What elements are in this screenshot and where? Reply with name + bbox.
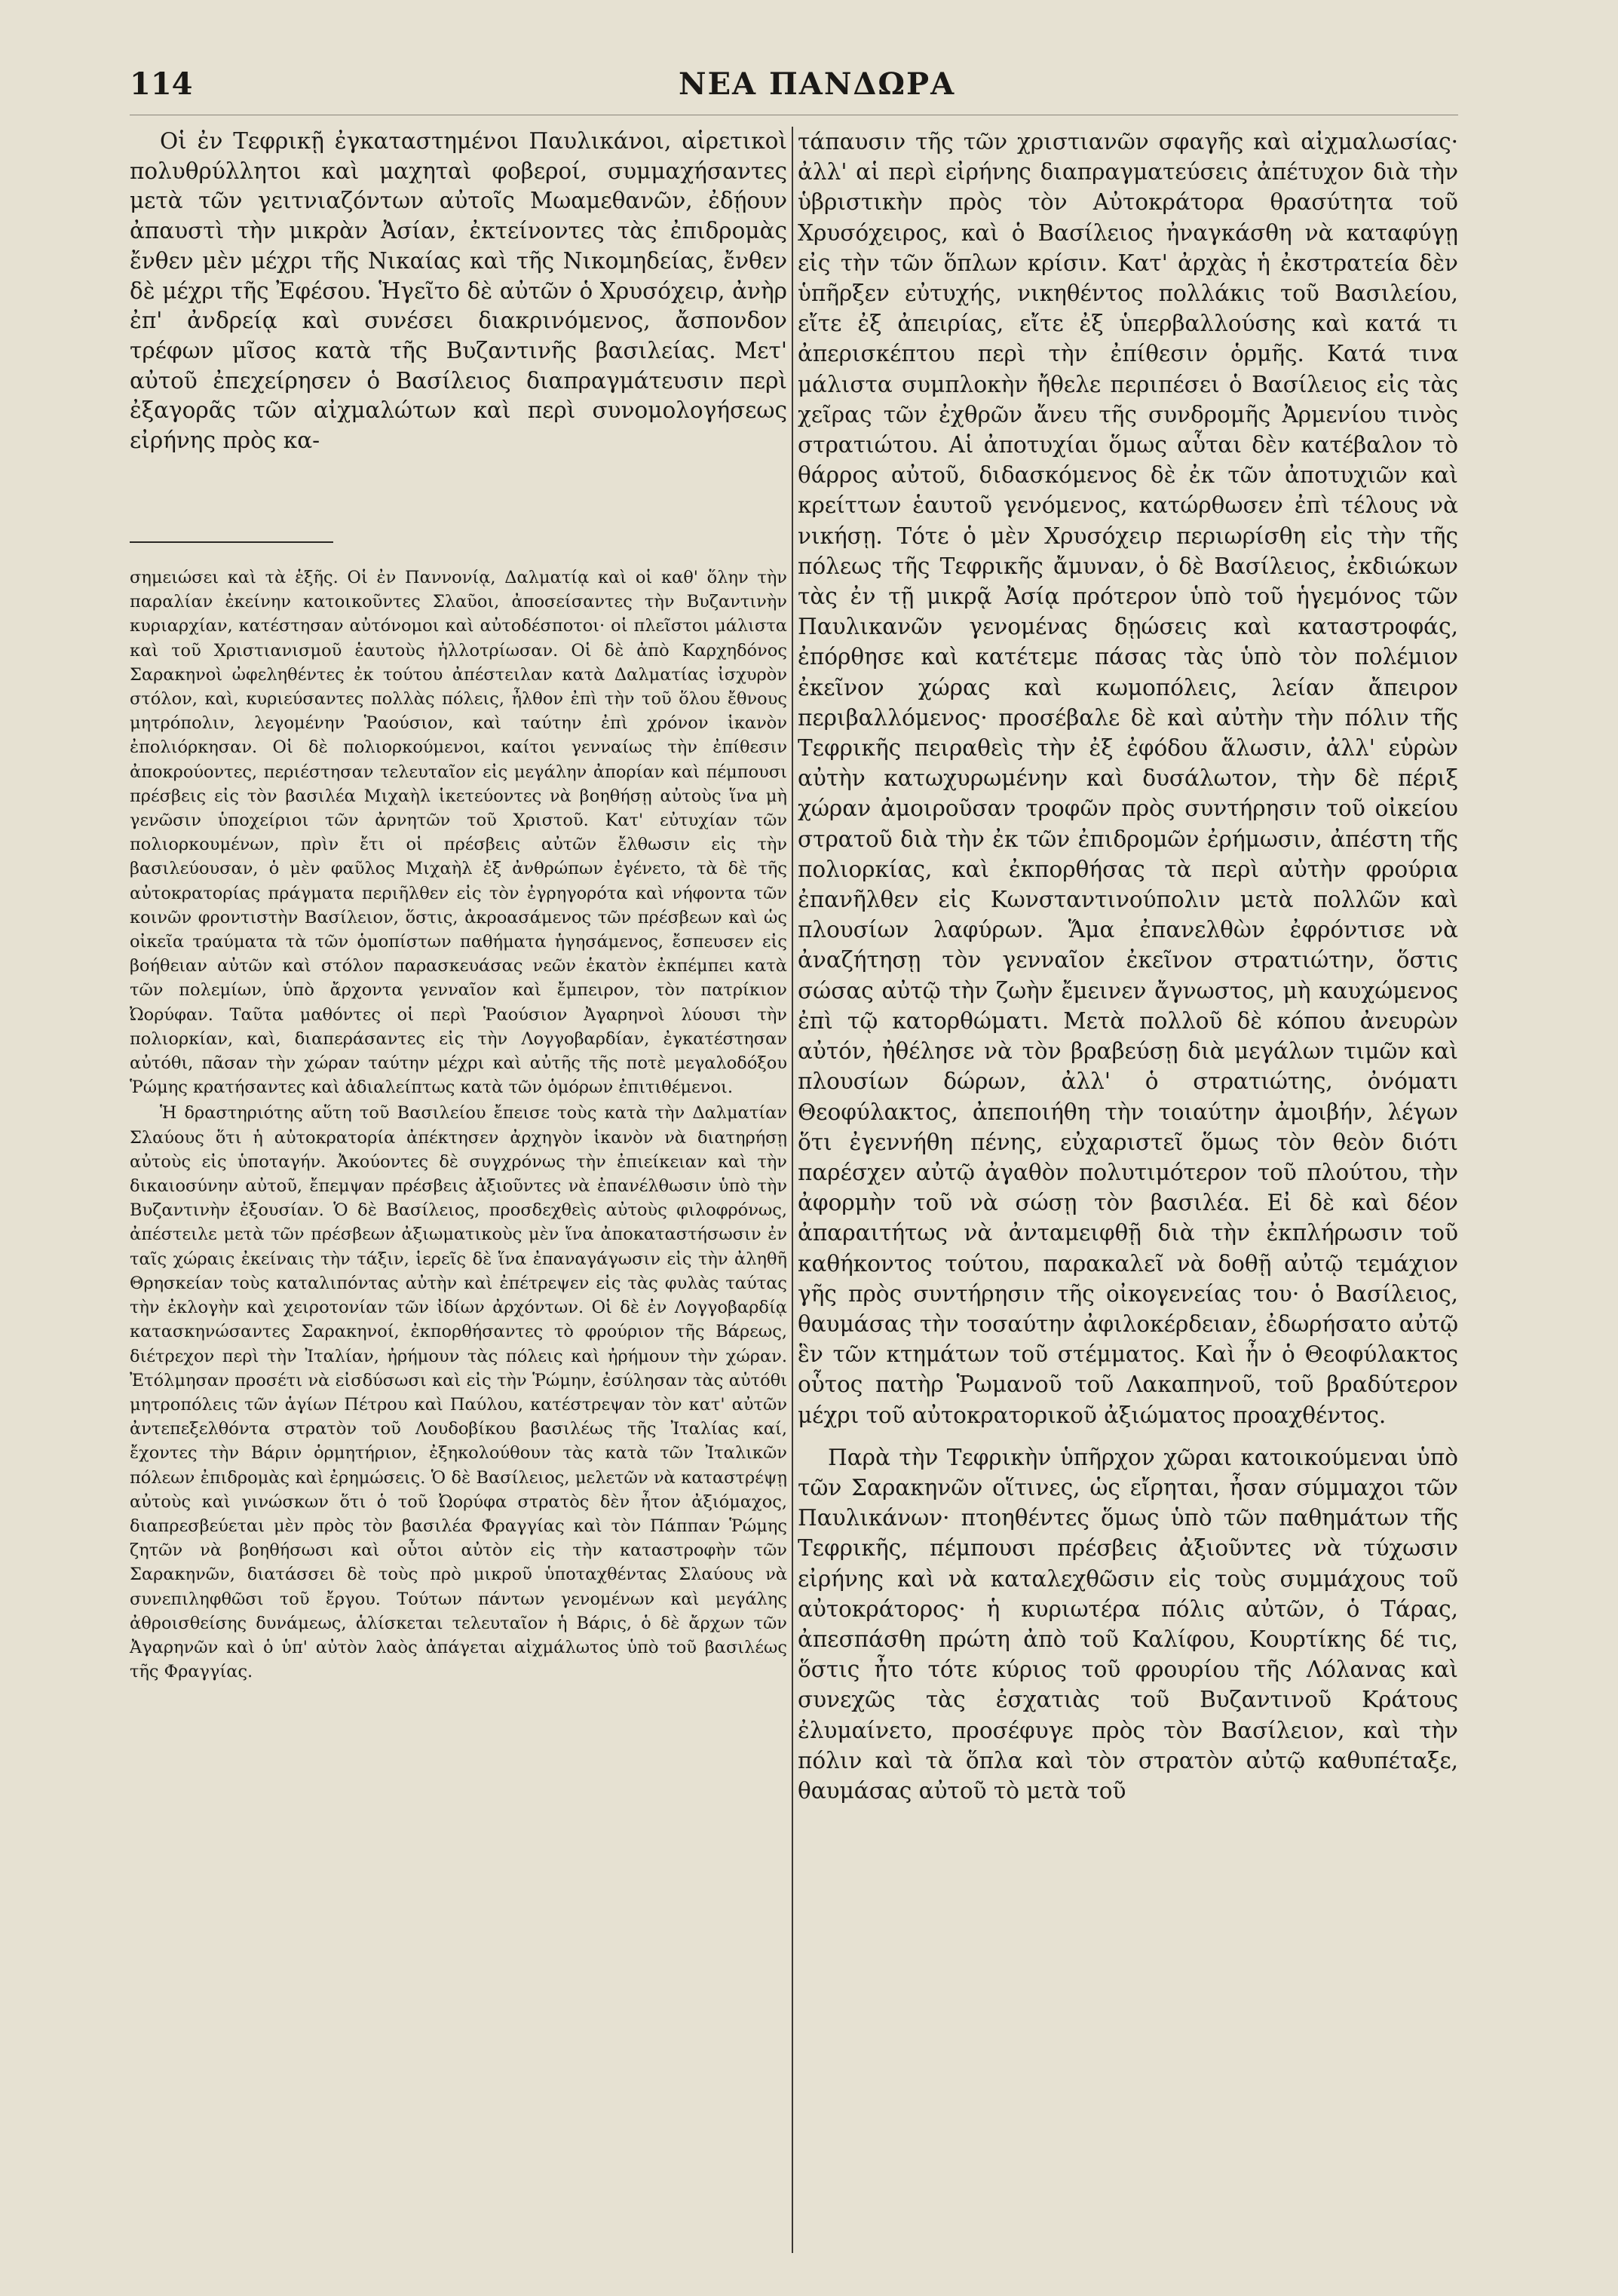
- left-column-main-text: [130, 127, 787, 456]
- left-main-paragraph: Οἱ ἐν Τεφρικῇ ἐγκαταστημένοι Παυλικάνοι, αἱρετικοὶ πολυθρύλλητοι καὶ μαχηταὶ φοβεροί, συμμαχήσαντες μετὰ τῶν γειτνιαζόντων αὐτοῖς Μωαμεθανῶν, ἐδῄουν ἀπαυστὶ τὴν μικρὰν Ἀσίαν, ἐκτείνοντες τὰς ἐπιδρομὰς ἔνθεν μὲν μέχρι τῆς Νικαίας καὶ τῆς Νικομηδείας, ἔνθεν δὲ μέχρι τῆς Ἐφέσου. Ἡγεῖτο δὲ αὐτῶν ὁ Χρυσόχειρ, ἀνὴρ ἐπ' ἀνδρείᾳ καὶ συνέσει διακρινόμενος, ἄσπονδον τρέφων μῖσος κατὰ τῆς Βυζαντινῆς βασιλείας. Μετ' αὐτοῦ ἐπεχείρησεν ὁ Βασίλειος διαπραγμάτευσιν περὶ ἐξαγορᾶς τῶν αἰχμαλώτων καὶ περὶ συνομολογήσεως εἰρήνης πρὸς κα-: [130, 128, 787, 454]
- note-paragraph: Ἡ δραστηριότης αὕτη τοῦ Βασιλείου ἔπεισε τοὺς κατὰ τὴν Δαλματίαν Σλαύους ὅτι ἡ αὐτοκρατορία ἀπέκτησεν ἀρχηγὸν ἱκανὸν νὰ διατηρήσῃ αὐτοὺς εἰς ὑποταγήν. Ἀκούοντες δὲ συγχρόνως τὴν ἐπιείκειαν καὶ τὴν δικαιοσύνην αὐτοῦ, ἔπεμψαν πρέσβεις ἀξιοῦντες νὰ ἐπανέλθωσιν ὑπὸ τὴν Βυζαντινὴν ἐξουσίαν. Ὁ δὲ Βασίλειος, προσδεχθεὶς αὐτοὺς φιλοφρόνως, ἀπέστειλε μετὰ τῶν πρέσβεων ἀξιωματικοὺς μὲν ἵνα ἀποκαταστήσωσιν ἐν ταῖς χώραις ἐκείναις τὴν τάξιν, ἱερεῖς δὲ ἵνα ἐπαναγάγωσιν εἰς τὴν ἀληθῆ Θρησκείαν τοὺς καταλιπόντας αὐτὴν καὶ ἐπέτρεψεν εἰς τὰς φυλὰς ταύτας τὴν ἐκλογὴν καὶ χειροτονίαν τῶν ἰδίων ἀρχόντων. Οἱ δὲ ἐν Λογγοβαρδίᾳ κατασκηνώσαντες Σαρακηνοί, ἐκπορθήσαντες τὸ φρούριον τῆς Βάρεως, διέτρεχον περὶ τὴν Ἰταλίαν, ἠρήμουν τὰς πόλεις καὶ ἠρήμουν τὴν χώραν. Ἐτόλμησαν προσέτι νὰ εἰσδύσωσι καὶ εἰς τὴν Ῥώμην, ἐσύλησαν τὰς αὐτόθι μητροπόλεις τῶν ἁγίων Πέτρου καὶ Παύλου, κατέστρεψαν τὸν κατ' αὐτῶν ἀντεπεξελθόντα στρατὸν τοῦ Λουδοβίκου βασιλέως τῆς Ἰταλίας καί, ἔχοντες τὴν Βάριν ὁρμητήριον, ἐξηκολούθουν τὰς κατὰ τῶν Ἰταλικῶν πόλεων ἐπιδρομὰς καὶ ἐρημώσεις. Ὁ δὲ Βασίλειος, μελετῶν νὰ καταστρέψῃ αὐτοὺς καὶ γινώσκων ὅτι ὁ τοῦ Ὠορύφα στρατὸς δὲν ἦτον ἀξιόμαχος, διαπρεσβεύεται μὲν πρὸς τὸν βασιλέα Φραγγίας καὶ τὸν Πάππαν Ῥώμης ζητῶν νὰ βοηθήσωσι καὶ οὗτοι αὐτὸν εἰς τὴν καταστροφὴν τῶν Σαρακηνῶν, διατάσσει δὲ τοὺς πρὸ μικροῦ ὑποταχθέντας Σλαύους νὰ συνεπιληφθῶσι τοῦ ἔργου. Τούτων πάντων γενομένων καὶ μεγάλης ἀθροισθείσης δυνάμεως, ἁλίσκεται τελευταῖον ἡ Βάρις, ὁ δὲ ἄρχων τῶν Ἀγαρηνῶν καὶ ὁ ὑπ' αὐτὸν λαὸς ἀπάγεται αἰχμάλωτος ὑπὸ τοῦ βασιλέως τῆς Φραγγίας.: [130, 1103, 787, 1682]
- footnote-rule: [130, 541, 333, 543]
- note-paragraph: σημειώσει καὶ τὰ ἑξῆς. Οἱ ἐν Παννονίᾳ, Δαλματίᾳ καὶ οἱ καθ' ὅλην τὴν παραλίαν ἐκείνην κατοικοῦντες Σλαῦοι, ἀποσείσαντες τὴν Βυζαντινὴν κυριαρχίαν, κατέστησαν αὐτόνομοι καὶ αὐτοδέσποτοι· οἱ πλεῖστοι μάλιστα καὶ τοῦ Χριστιανισμοῦ ἑαυτοὺς ἠλλοτρίωσαν. Οἱ δὲ ἀπὸ Καρχηδόνος Σαρακηνοὶ ὠφεληθέντες ἐκ τούτου ἀπέστειλαν κατὰ Δαλματίας ἰσχυρὸν στόλον, καὶ, κυριεύσαντες πολλὰς πόλεις, ἦλθον ἐπὶ τὴν τοῦ ὅλου ἔθνους μητρόπολιν, λεγομένην Ῥαούσιον, καὶ ταύτην ἐπὶ χρόνον ἱκανὸν ἐπολιόρκησαν. Οἱ δὲ πολιορκούμενοι, καίτοι γενναίως τὴν ἐπίθεσιν ἀποκρούοντες, περιέστησαν τελευταῖον εἰς μεγάλην ἀπορίαν καὶ πέμπουσι πρέσβεις εἰς τὸν βασιλέα Μιχαὴλ ἱκετεύοντες νὰ βοηθήσῃ αὐτοὺς ἵνα μὴ γενῶσιν ὑποχείριοι τῶν ἀρνητῶν τοῦ Χριστοῦ. Κατ' εὐτυχίαν τῶν πολιορκουμένων, πρὶν ἔτι οἱ πρέσβεις αὐτῶν ἔλθωσιν εἰς τὴν βασιλεύουσαν, ὁ μὲν φαῦλος Μιχαὴλ ἐξ ἀνθρώπων ἐγένετο, τὰ δὲ τῆς αὐτοκρατορίας πράγματα περιῆλθεν εἰς τὸν ἐγρηγορότα καὶ νήφοντα τῶν κοινῶν φροντιστὴν Βασίλειον, ὅστις, ἀκροασάμενος τῶν πρέσβεων καὶ ὡς οἰκεῖα τραύματα τὰ τῶν ὁμοπίστων παθήματα ἡγησάμενος, ἔσπευσεν εἰς βοήθειαν αὐτῶν καὶ στόλον παρασκευάσας νεῶν ἑκατὸν ἐκπέμπει κατὰ τῶν πολεμίων, ὑπὸ ἄρχοντα γενναῖον καὶ ἔμπειρον, τὸν πατρίκιον Ὠορύφαν. Ταῦτα μαθόντες οἱ περὶ Ῥαούσιον Ἀγαρηνοὶ λύουσι τὴν πολιορκίαν, καὶ, διαπεράσαντες εἰς τὴν Λογγοβαρδίαν, ἐγκατέστησαν αὐτόθι, πᾶσαν τὴν χώραν ταύτην μέχρι καὶ αὐτῆς τῆς ποτὲ μεγαλοδόξου Ῥώμης κρατήσαντες καὶ ἀδιαλείπτως κατὰ τῶν ὁμόρων ἐπιτιθέμενοι.: [130, 568, 787, 1098]
- page-number: 114: [130, 66, 193, 102]
- running-title: ΝΕΑ ΠΑΝΔΩΡΑ: [679, 66, 956, 102]
- left-column-notes: [130, 566, 787, 1684]
- right-paragraph: τάπαυσιν τῆς τῶν χριστιανῶν σφαγῆς καὶ αἰχμαλωσίας· ἀλλ' αἱ περὶ εἰρήνης διαπραγματεύσεις ἀπέτυχον διὰ τὴν ὑβριστικὴν πρὸς τὸν Αὐτοκράτορα θρασύτητα τοῦ Χρυσόχειρος, καὶ ὁ Βασίλειος ἠναγκάσθη νὰ καταφύγῃ εἰς τὴν τῶν ὅπλων κρίσιν. Κατ' ἀρχὰς ἡ ἐκστρατεία δὲν ὑπῆρξεν εὐτυχής, νικηθέντος πολλάκις τοῦ Βασιλείου, εἴτε ἐξ ἀπειρίας, εἴτε ἐξ ὑπερβαλλούσης καὶ κατά τι ἀπερισκέπτου περὶ τὴν ἐπίθεσιν ὁρμῆς. Κατά τινα μάλιστα συμπλοκὴν ἤθελε περιπέσει ὁ Βασίλειος εἰς τὰς χεῖρας τῶν ἐχθρῶν ἄνευ τῆς συνδρομῆς Ἀρμενίου τινὸς στρατιώτου. Αἱ ἀποτυχίαι ὅμως αὗται δὲν κατέβαλον τὸ θάρρος αὐτοῦ, διδασκόμενος δὲ ἐκ τῶν ἀποτυχιῶν καὶ κρείττων ἑαυτοῦ γενόμενος, κατώρθωσεν ἐπὶ τέλους νὰ νικήσῃ. Τότε ὁ μὲν Χρυσόχειρ περιωρίσθη εἰς τὴν τῆς πόλεως τῆς Τεφρικῆς ἄμυναν, ὁ δὲ Βασίλειος, ἐκδιώκων τὰς ἐν τῇ μικρᾷ Ἀσίᾳ πρότερον ὑπὸ τοῦ ἡγεμόνος τῶν Παυλικανῶν γενομένας δῃώσεις καὶ καταστροφάς, ἐπόρθησε καὶ κατέτεμε πάσας τὰς ὑπὸ τὸν πολέμιον ἐκεῖνον χώρας καὶ κωμοπόλεις, λείαν ἄπειρον περιβαλλόμενος· προσέβαλε δὲ καὶ αὐτὴν τὴν πόλιν τῆς Τεφρικῆς πειραθεὶς τὴν ἐξ ἐφόδου ἅλωσιν, ἀλλ' εὑρὼν αὐτὴν κατωχυρωμένην καὶ δυσάλωτον, τὴν δὲ πέριξ χώραν ἀμοιροῦσαν τροφῶν πρὸς συντήρησιν τοῦ οἰκείου στρατοῦ διὰ τὴν ἐκ τῶν ἐπιδρομῶν ἐρήμωσιν, ἀπέστη τῆς πολιορκίας, καὶ ἐκπορθήσας τὰ περὶ αὐτὴν φρούρια ἐπανῆλθεν εἰς Κωνσταντινούπολιν μετὰ πολλῶν καὶ πλουσίων λαφύρων. Ἅμα ἐπανελθὼν ἐφρόντισε νὰ ἀναζήτησῃ τὸν γενναῖον ἐκεῖνον στρατιώτην, ὅστις σώσας αὐτῷ τὴν ζωὴν ἔμεινεν ἄγνωστος, μὴ καυχώμενος ἐπὶ τῷ κατορθώματι. Μετὰ πολλοῦ δὲ κόπου ἀνευρὼν αὐτόν, ἠθέλησε νὰ τὸν βραβεύσῃ διὰ μεγάλων τιμῶν καὶ πλουσίων δώρων, ἀλλ' ὁ στρατιώτης, ὀνόματι Θεοφύλακτος, ἀπεποιήθη τὴν τοιαύτην ἀμοιβήν, λέγων ὅτι ἐγεννήθη πένης, εὐχαριστεῖ ὅμως τὸν θεὸν διότι παρέσχεν αὐτῷ ἀγαθὸν πολυτιμότερον τοῦ πλούτου, τὴν ἀφορμὴν τοῦ νὰ σώσῃ τὸν βασιλέα. Εἰ δὲ καὶ δέον ἀπαραιτήτως νὰ ἀνταμειφθῇ διὰ τὴν ἐκπλήρωσιν τοῦ καθήκοντος τούτου, παρακαλεῖ νὰ δοθῇ αὐτῷ τεμάχιον γῆς πρὸς συντήρησιν τῆς οἰκογενείας του· ὁ Βασίλειος, θαυμάσας τὴν τοσαύτην ἀφιλοκέρδειαν, ἐδωρήσατο αὐτῷ ἓν τῶν κτημάτων τοῦ στέμματος. Καὶ ἦν ὁ Θεοφύλακτος οὗτος πατὴρ Ῥωμανοῦ τοῦ Λακαπηνοῦ, τοῦ βραδύτερον μέχρι τοῦ αὐτοκρατορικοῦ ἀξιώματος προαχθέντος.: [798, 129, 1458, 1428]
- right-paragraph: Παρὰ τὴν Τεφρικὴν ὑπῆρχον χῶραι κατοικούμεναι ὑπὸ τῶν Σαρακηνῶν οἵτινες, ὡς εἴρηται, ἦσαν σύμμαχοι τῶν Παυλικάνων· πτοηθέντες ὅμως ὑπὸ τῶν παθημάτων τῆς Τεφρικῆς, πέμπουσι πρέσβεις ἀξιοῦντες νὰ τύχωσιν εἰρήνης καὶ νὰ καταλεχθῶσιν εἰς τοὺς συμμάχους τοῦ αὐτοκράτορος· ἡ κυριωτέρα πόλις αὐτῶν, ὁ Τάρας, ἀπεσπάσθη πρώτη ἀπὸ τοῦ Καλίφου, Κουρτίκης δέ τις, ὅστις ἦτο τότε κύριος τοῦ φρουρίου τῆς Λόλανας καὶ συνεχῶς τὰς ἐσχατιὰς τοῦ Βυζαντινοῦ Κράτους ἐλυμαίνετο, προσέφυγε πρὸς τὸν Βασίλειον, καὶ τὴν πόλιν καὶ τὰ ὅπλα καὶ τὸν στρατὸν αὐτῷ καθυπέταξε, θαυμάσας αὐτοῦ τὸ μετὰ τοῦ: [798, 1444, 1458, 1804]
- right-column-text: [798, 127, 1458, 1806]
- page-header: [0, 66, 1618, 112]
- column-divider: [792, 127, 793, 2253]
